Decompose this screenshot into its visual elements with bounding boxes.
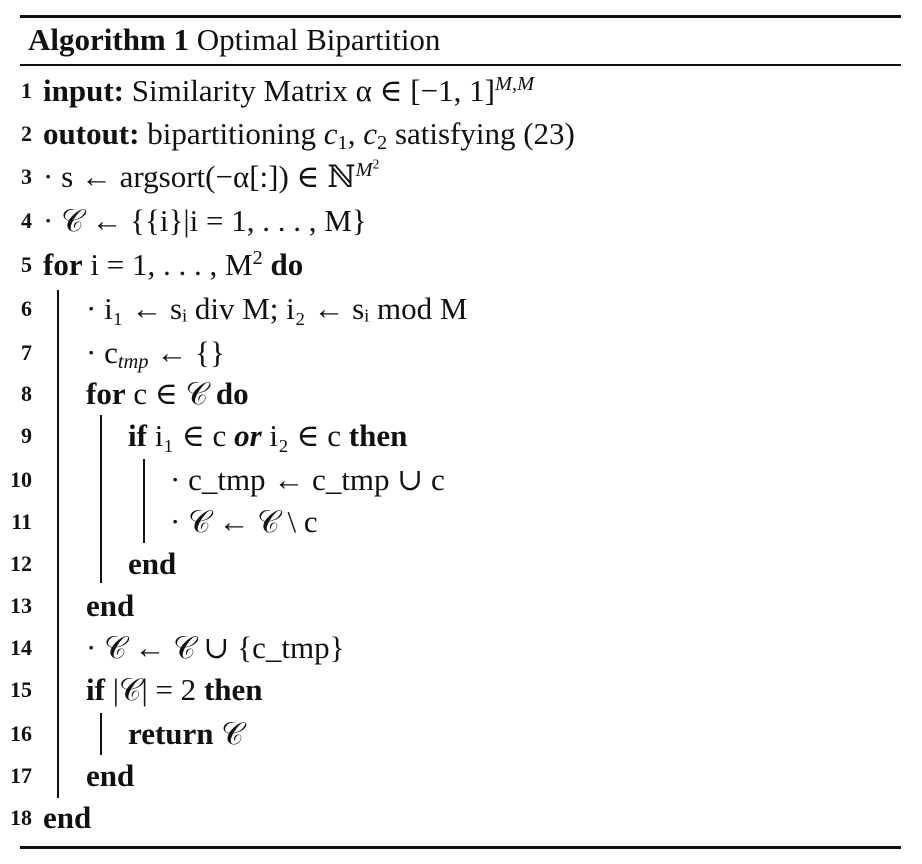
top-rule: [20, 15, 901, 18]
algo-line-5: [0, 244, 922, 286]
algo-line-8: [0, 373, 922, 415]
line-code: end: [86, 758, 135, 793]
line-code: · i₁ ← sᵢ div M; i₂ ← sᵢ mod M: [86, 291, 468, 326]
line-number: 18: [10, 805, 32, 830]
indent-bar-if-inner: [143, 459, 145, 543]
line-code: return 𝒞: [128, 716, 244, 751]
line-number: 8: [21, 381, 32, 406]
algo-line-3: [0, 156, 922, 198]
line-code: for c ∈ 𝒞 do: [86, 376, 249, 411]
caption-rule: [20, 64, 901, 66]
line-number: 16: [10, 721, 32, 746]
algo-line-9: [0, 415, 922, 457]
line-code: if i₁ ∈ c or i₂ ∈ c then: [128, 418, 408, 453]
algorithm-label: Algorithm 1: [28, 22, 190, 57]
line-code: · c_tmp ← c_tmp ∪ c: [170, 462, 445, 497]
line-code: · 𝒞 ← 𝒞 \ c: [170, 504, 318, 539]
line-number: 6: [21, 296, 32, 321]
algo-line-15: [0, 669, 922, 711]
line-number: 4: [21, 208, 32, 233]
indent-bar-for-outer: [57, 290, 59, 798]
algo-line-12: [0, 543, 922, 585]
algo-line-7: [0, 332, 922, 374]
algo-line-14: [0, 627, 922, 669]
line-code: · 𝒞 ← {{i}|i = 1, . . . , M}: [43, 203, 367, 238]
indent-bar-for-inner: [100, 415, 102, 583]
algo-line-13: [0, 585, 922, 627]
algo-line-11: [0, 501, 922, 543]
indent-bar-if-return: [100, 713, 102, 755]
line-code: end: [128, 546, 177, 581]
line-number: 2: [21, 121, 32, 146]
line-code: input: Similarity Matrix α ∈ [−1, 1]$^{M,M}$: [43, 72, 535, 108]
line-code: · $c_{tmp}$ ← {}: [86, 335, 225, 374]
line-number: 1: [21, 78, 32, 103]
line-number: 17: [10, 763, 32, 788]
line-code: end: [43, 800, 92, 835]
algo-line-17: [0, 755, 922, 797]
algo-line-18: [0, 797, 922, 839]
line-code: · 𝒞 ← 𝒞 ∪ {c_tmp}: [86, 630, 345, 665]
line-number: 3: [21, 164, 32, 189]
algo-line-1: [0, 70, 922, 112]
line-number: 12: [10, 551, 32, 576]
line-number: 7: [21, 340, 32, 365]
line-number: 15: [10, 677, 32, 702]
algo-line-4: [0, 200, 922, 242]
bottom-rule: [20, 846, 901, 849]
line-number: 13: [10, 593, 32, 618]
line-number: 5: [21, 252, 32, 277]
line-code: end: [86, 588, 135, 623]
algo-line-6: [0, 288, 922, 330]
line-code: for i = 1, . . . , $M^2$ do: [43, 246, 304, 282]
line-number: 14: [10, 635, 32, 660]
line-number: 9: [21, 423, 32, 448]
algorithm-caption: [28, 20, 440, 60]
algo-line-10: [0, 459, 922, 501]
line-number: 11: [11, 509, 32, 534]
algorithm-title: Optimal Bipartition: [196, 22, 441, 57]
line-number: 10: [10, 467, 32, 492]
algo-line-16: [0, 713, 922, 755]
line-code: outout: bipartitioning $c_1$, $c_2$ satisfying (23): [43, 116, 575, 155]
line-code: · s ← argsort(−α[:]) ∈ ℕ$^{M^2}$: [43, 156, 380, 194]
line-code: if |𝒞| = 2 then: [86, 672, 263, 707]
algo-line-2: [0, 113, 922, 155]
